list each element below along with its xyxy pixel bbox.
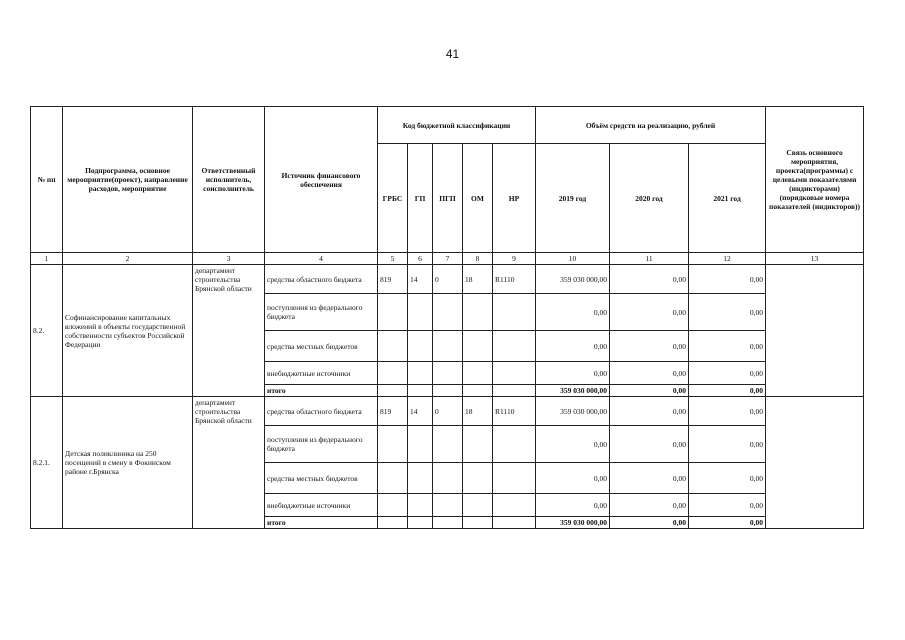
header-pgp: ПГП <box>433 144 463 253</box>
code-pgp <box>433 362 463 385</box>
section-name: Софинансирование капитальных вложений в объекты государственной собственности субъектов Российской Федерации <box>63 265 193 397</box>
funding-source: средства местных бюджетов <box>265 463 378 494</box>
code-grbs: 819 <box>378 265 408 294</box>
column-number: 13 <box>766 253 864 265</box>
column-number: 5 <box>378 253 408 265</box>
column-number: 9 <box>493 253 536 265</box>
header-program: Подпрограмма, основное мероприятие(проект), направление расходов, мероприятие <box>63 107 193 253</box>
budget-table <box>30 106 864 529</box>
code-nr <box>493 385 536 397</box>
header-num: № пп <box>31 107 63 253</box>
code-nr <box>493 463 536 494</box>
indicator-link <box>766 397 864 529</box>
amount-2019: 0,00 <box>536 463 610 494</box>
code-nr: R1110 <box>493 397 536 426</box>
header-2021: 2021 год <box>689 144 766 253</box>
code-pgp <box>433 294 463 331</box>
column-number: 2 <box>63 253 193 265</box>
section-name: Детская поликлиника на 250 посещений в смену в Фокинском районе г.Брянска <box>63 397 193 529</box>
column-number: 11 <box>610 253 689 265</box>
code-om <box>463 294 493 331</box>
funding-source: средства местных бюджетов <box>265 331 378 362</box>
code-gp: 14 <box>408 397 433 426</box>
code-pgp <box>433 331 463 362</box>
code-pgp <box>433 426 463 463</box>
amount-2021: 0,00 <box>689 265 766 294</box>
code-om: 18 <box>463 397 493 426</box>
column-number: 7 <box>433 253 463 265</box>
code-grbs <box>378 294 408 331</box>
code-grbs <box>378 463 408 494</box>
header-executor: Ответственный исполнитель, соисполнитель <box>193 107 265 253</box>
code-grbs <box>378 494 408 517</box>
amount-2019: 0,00 <box>536 426 610 463</box>
code-gp <box>408 385 433 397</box>
amount-2019: 359 030 000,00 <box>536 265 610 294</box>
code-nr <box>493 494 536 517</box>
header-2020: 2020 год <box>610 144 689 253</box>
code-grbs <box>378 362 408 385</box>
amount-2021: 0,00 <box>689 426 766 463</box>
code-om <box>463 385 493 397</box>
header-row-top <box>31 107 864 144</box>
code-nr <box>493 331 536 362</box>
code-nr: R1110 <box>493 265 536 294</box>
amount-2020: 0,00 <box>610 362 689 385</box>
code-grbs: 819 <box>378 397 408 426</box>
total-2020: 0,00 <box>610 517 689 529</box>
code-gp <box>408 362 433 385</box>
column-number: 10 <box>536 253 610 265</box>
section-executor: департамент строительства Брянской области <box>193 265 265 397</box>
amount-2021: 0,00 <box>689 397 766 426</box>
total-2019: 359 030 000,00 <box>536 385 610 397</box>
code-gp <box>408 517 433 529</box>
code-pgp <box>433 517 463 529</box>
total-2019: 359 030 000,00 <box>536 517 610 529</box>
amount-2021: 0,00 <box>689 362 766 385</box>
code-pgp: 0 <box>433 265 463 294</box>
amount-2020: 0,00 <box>610 463 689 494</box>
funding-source-total: итого <box>265 385 378 397</box>
code-om <box>463 331 493 362</box>
code-gp <box>408 331 433 362</box>
funding-source: поступления из федерального бюджета <box>265 294 378 331</box>
header-gp: ГП <box>408 144 433 253</box>
code-pgp <box>433 385 463 397</box>
amount-2019: 0,00 <box>536 294 610 331</box>
amount-2019: 359 030 000,00 <box>536 397 610 426</box>
funding-source: поступления из федерального бюджета <box>265 426 378 463</box>
code-pgp <box>433 494 463 517</box>
code-om: 18 <box>463 265 493 294</box>
total-2021: 0,00 <box>689 385 766 397</box>
table-row <box>31 265 864 294</box>
code-grbs <box>378 426 408 463</box>
funding-source: средства областного бюджета <box>265 265 378 294</box>
header-budget-code: Код бюджетной классификации <box>378 107 536 144</box>
amount-2020: 0,00 <box>610 494 689 517</box>
amount-2021: 0,00 <box>689 294 766 331</box>
column-number: 12 <box>689 253 766 265</box>
code-gp <box>408 426 433 463</box>
code-gp <box>408 294 433 331</box>
column-number: 1 <box>31 253 63 265</box>
amount-2021: 0,00 <box>689 463 766 494</box>
amount-2020: 0,00 <box>610 265 689 294</box>
code-nr <box>493 517 536 529</box>
section-number: 8.2. <box>31 265 63 397</box>
total-2020: 0,00 <box>610 385 689 397</box>
code-gp <box>408 494 433 517</box>
amount-2020: 0,00 <box>610 294 689 331</box>
code-om <box>463 362 493 385</box>
code-nr <box>493 362 536 385</box>
code-om <box>463 517 493 529</box>
code-pgp <box>433 463 463 494</box>
code-nr <box>493 294 536 331</box>
amount-2019: 0,00 <box>536 362 610 385</box>
code-om <box>463 463 493 494</box>
amount-2020: 0,00 <box>610 397 689 426</box>
column-number: 6 <box>408 253 433 265</box>
funding-source: внебюджетные источники <box>265 362 378 385</box>
column-number: 3 <box>193 253 265 265</box>
code-pgp: 0 <box>433 397 463 426</box>
indicator-link <box>766 265 864 397</box>
code-gp <box>408 463 433 494</box>
amount-2021: 0,00 <box>689 494 766 517</box>
code-om <box>463 426 493 463</box>
table-row <box>31 397 864 426</box>
amount-2021: 0,00 <box>689 331 766 362</box>
header-funds: Объём средств на реализацию, рублей <box>536 107 766 144</box>
amount-2019: 0,00 <box>536 331 610 362</box>
code-grbs <box>378 385 408 397</box>
amount-2020: 0,00 <box>610 331 689 362</box>
header-om: ОМ <box>463 144 493 253</box>
column-number-row <box>31 253 864 265</box>
header-2019: 2019 год <box>536 144 610 253</box>
header-source: Источник финансового обеспечения <box>265 107 378 253</box>
funding-source: средства областного бюджета <box>265 397 378 426</box>
amount-2020: 0,00 <box>610 426 689 463</box>
amount-2019: 0,00 <box>536 494 610 517</box>
header-grbs: ГРБС <box>378 144 408 253</box>
code-om <box>463 494 493 517</box>
code-gp: 14 <box>408 265 433 294</box>
header-link: Связь основного мероприятия, проекта(программы) с целевыми показателями (индикторами) (порядковые номера показателей (индикторов)) <box>766 107 864 253</box>
page-number: 41 <box>445 47 460 61</box>
code-grbs <box>378 331 408 362</box>
column-number: 8 <box>463 253 493 265</box>
section-number: 8.2.1. <box>31 397 63 529</box>
section-executor: департамент строительства Брянской области <box>193 397 265 529</box>
header-nr: НР <box>493 144 536 253</box>
funding-source-total: итого <box>265 517 378 529</box>
funding-source: внебюджетные источники <box>265 494 378 517</box>
code-nr <box>493 426 536 463</box>
total-2021: 0,00 <box>689 517 766 529</box>
code-grbs <box>378 517 408 529</box>
column-number: 4 <box>265 253 378 265</box>
